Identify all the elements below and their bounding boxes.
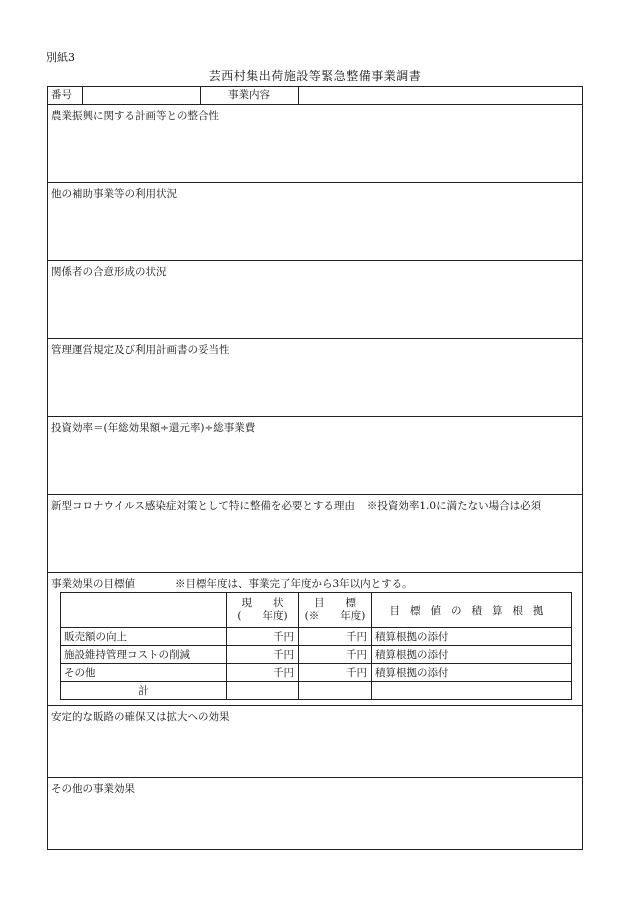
number-field[interactable] — [84, 87, 198, 104]
goal-header-line2: (※ 年度) — [304, 610, 366, 622]
total-row — [61, 682, 572, 700]
current-value-cell[interactable]: 千円 — [227, 664, 299, 682]
header-blank-cell — [61, 593, 227, 628]
basis-header: 目標値の積算根拠 — [372, 593, 572, 628]
total-goal-cell[interactable] — [299, 682, 372, 700]
goal-value-cell[interactable]: 千円 — [299, 628, 372, 646]
basis-cell[interactable]: 積算根拠の添付 — [372, 646, 572, 664]
plan-consistency-label: 農業振興に関する計画等との整合性 — [51, 110, 219, 122]
consensus-label: 関係者の合意形成の状況 — [51, 266, 167, 278]
target-title: 事業効果の目標値 — [51, 578, 135, 590]
current-header-line1: 現 状 — [241, 597, 284, 609]
content-field[interactable] — [300, 87, 580, 104]
divider — [82, 87, 83, 104]
total-current-cell[interactable] — [227, 682, 299, 700]
target-values-label — [51, 576, 413, 591]
table-row — [61, 664, 572, 682]
row-label: 販売額の向上 — [61, 628, 227, 646]
divider — [48, 104, 582, 105]
other-subsidy-label: 他の補助事業等の利用状況 — [51, 188, 177, 200]
divider — [48, 260, 582, 261]
target-values-table — [60, 592, 572, 700]
survey-form — [47, 86, 583, 850]
management-rules-label: 管理運営規定及び利用計画書の妥当性 — [51, 344, 230, 356]
divider — [48, 416, 582, 417]
divider — [298, 87, 299, 104]
other-effects-label: その他の事業効果 — [51, 783, 135, 795]
current-value-cell[interactable]: 千円 — [227, 646, 299, 664]
row-label: 施設維持管理コストの削減 — [61, 646, 227, 664]
divider — [48, 182, 582, 183]
goal-header — [299, 593, 372, 628]
total-label: 計 — [61, 682, 227, 700]
goal-value-cell[interactable]: 千円 — [299, 664, 372, 682]
goal-value-cell[interactable]: 千円 — [299, 646, 372, 664]
target-note: ※目標年度は、事業完了年度から3年以内とする。 — [175, 578, 413, 590]
current-header-line2: ( 年度) — [237, 610, 288, 622]
current-header — [227, 593, 299, 628]
investment-efficiency-label: 投資効率＝(年総効果額÷還元率)÷総事業費 — [51, 422, 256, 434]
document-number-label: 別紙3 — [46, 51, 75, 64]
current-value-cell[interactable]: 千円 — [227, 628, 299, 646]
divider — [48, 705, 582, 706]
table-row — [61, 646, 572, 664]
content-label: 事業内容 — [228, 89, 270, 101]
sales-channel-label: 安定的な販路の確保又は拡大への効果 — [51, 711, 230, 723]
covid-note: ※投資効率1.0に満たない場合は必須 — [366, 500, 542, 512]
goal-header-line1: 目 標 — [314, 597, 356, 609]
divider — [48, 572, 582, 573]
covid-reason-label — [51, 498, 541, 513]
basis-cell[interactable]: 積算根拠の添付 — [372, 664, 572, 682]
covid-reason-text: 新型コロナウイルス感染症対策として特に整備を必要とする理由 — [51, 500, 355, 512]
divider — [48, 338, 582, 339]
divider — [48, 777, 582, 778]
table-row — [61, 628, 572, 646]
basis-cell[interactable]: 積算根拠の添付 — [372, 628, 572, 646]
page-title: 芸西村集出荷施設等緊急整備事業調書 — [208, 69, 422, 83]
row-label: その他 — [61, 664, 227, 682]
divider — [48, 494, 582, 495]
total-basis-cell[interactable] — [372, 682, 572, 700]
table-header-row — [61, 593, 572, 628]
number-label: 番号 — [51, 89, 72, 101]
